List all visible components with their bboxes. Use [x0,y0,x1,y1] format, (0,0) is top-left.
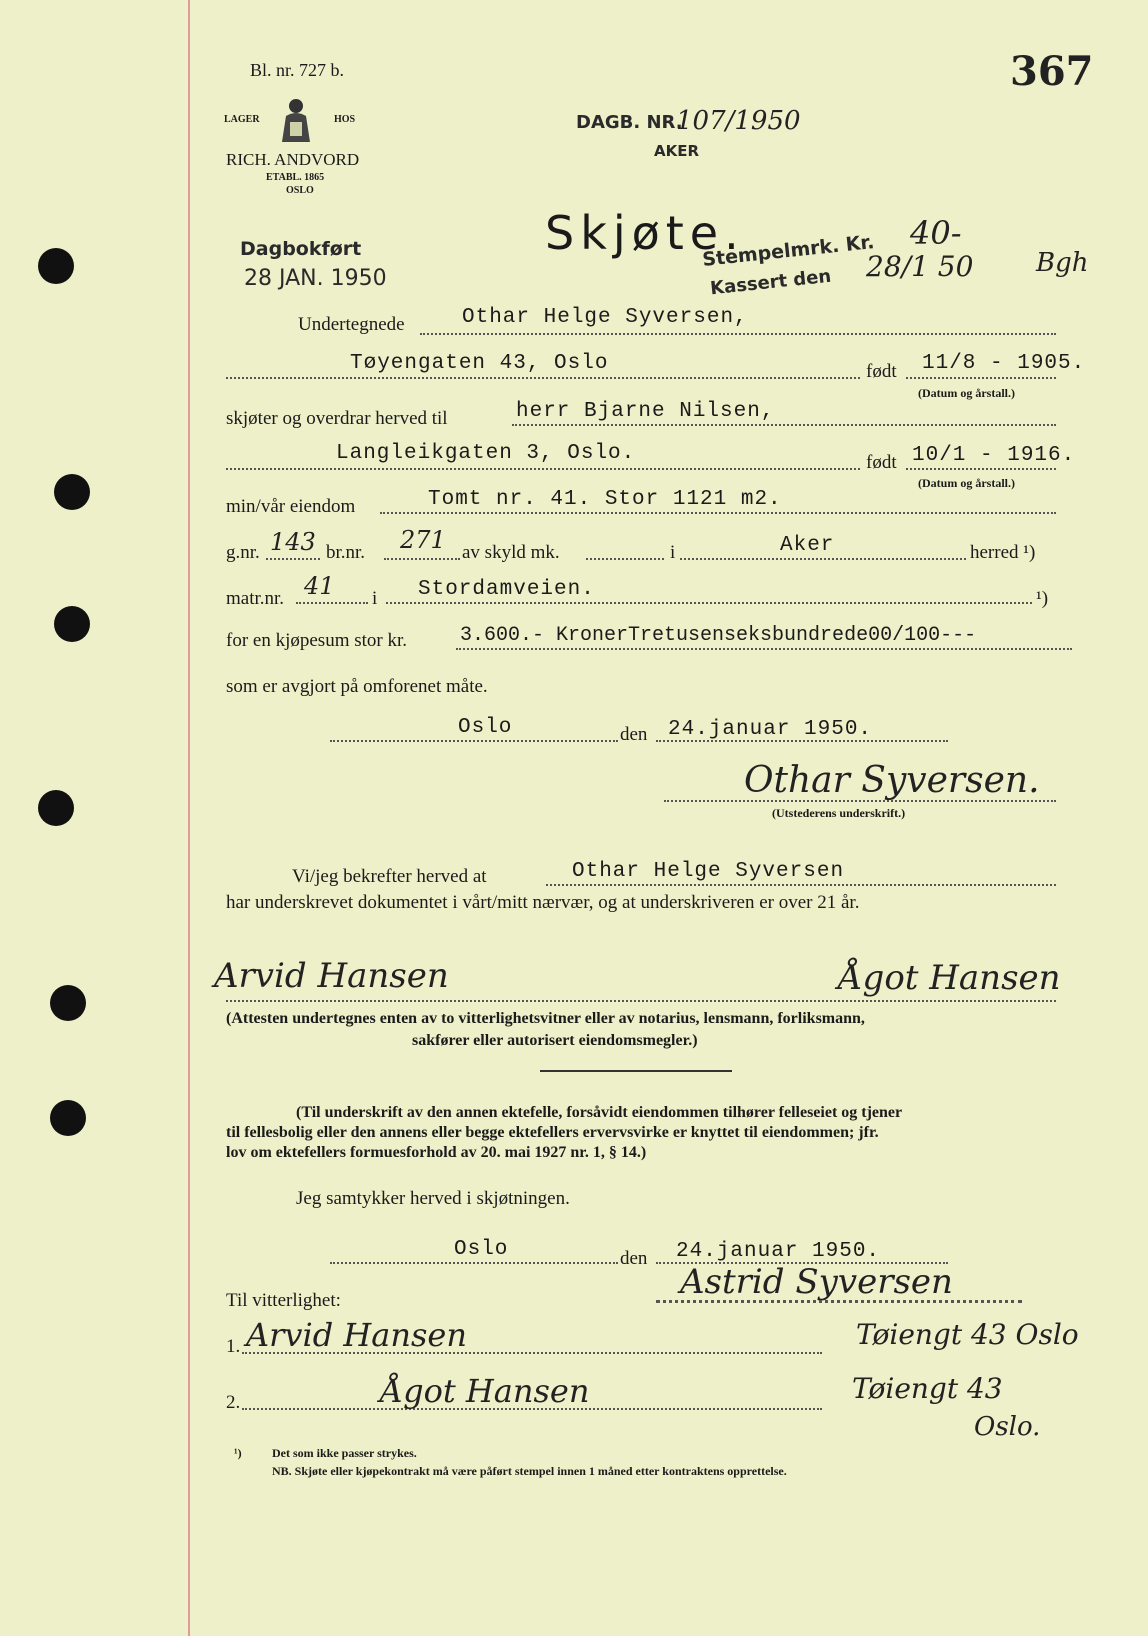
kassert-label: Kassert den [709,265,833,300]
herred-i: i [670,542,676,563]
seller-born-hint: (Datum og årstall.) [918,386,1015,400]
dotted-line [512,424,1056,426]
punch-hole [54,606,90,642]
seller-address: Tøyengaten 43, Oslo [350,352,609,375]
buyer-address: Langleikgaten 3, Oslo. [336,442,636,465]
signature-1-label: (Utstederens underskrift.) [772,806,906,820]
publisher-lager: LAGER [224,114,260,125]
punch-hole [38,248,74,284]
property-value: Tomt nr. 41. Stor 1121 m2. [428,488,782,511]
punch-hole [38,790,74,826]
dotted-line [226,468,860,470]
margin-line [188,0,190,1636]
buyer-born-label: født [866,452,897,473]
price-value: 3.600.- KronerTretusenseksbundrede00/100--- [460,624,977,647]
dotted-line [384,558,460,560]
witness-2-address: Tøiengt 43 [852,1372,1003,1405]
street-suffix: ¹) [1036,588,1049,609]
price-label: for en kjøpesum stor kr. [226,630,408,651]
den-1: den [620,724,648,745]
attest-witness-a: Arvid Hansen [214,956,449,996]
signature-1: Othar Syversen. [744,760,1040,801]
dotted-line [664,800,1056,802]
dagb-stamp-value: 107/1950 [676,106,801,136]
matr-value: 41 [304,572,335,600]
document-title: Skjøte. [545,206,745,260]
dagb-stamp-place: AKER [654,142,700,160]
dotted-line [906,377,1056,379]
seller-name: Othar Helge Syversen, [462,306,748,329]
buyer-born-hint: (Datum og årstall.) [918,476,1015,490]
punch-hole [50,1100,86,1136]
dotted-line [380,512,1056,514]
buyer-label: skjøter og overdrar herved til [226,408,448,429]
witness-2-num: 2. [226,1392,241,1413]
stempel-amount: 40- [910,214,962,252]
footnote-line-2: NB. Skjøte eller kjøpekontrakt må være påført stempel innen 1 måned etter kontraktens opprettelse. [272,1464,787,1478]
dotted-line [586,558,664,560]
dotted-line [386,602,1032,604]
footnote-line-1: Det som ikke passer strykes. [272,1446,417,1460]
buyer-name: herr Bjarne Nilsen, [516,400,775,423]
gnr-value: 143 [270,528,316,556]
dotted-line [266,558,320,560]
dotted-line [906,468,1056,470]
place-2: Oslo [454,1238,509,1261]
dagb-stamp-label: DAGB. NR. [576,112,683,133]
seller-label: Undertegnede [298,314,405,335]
witness-1-address: Tøiengt 43 Oslo [856,1318,1079,1351]
separator-rule [540,1070,732,1072]
publisher-hos: HOS [334,114,356,125]
page-number: 367 [1010,48,1094,95]
den-2: den [620,1248,648,1269]
spouse-consent: Jeg samtykker herved i skjøtningen. [296,1188,570,1209]
dotted-line [546,884,1056,886]
gnr-label: g.nr. [226,542,260,563]
date-2: 24.januar 1950. [676,1240,881,1263]
dotted-line [226,377,860,379]
herred-value: Aker [780,534,835,557]
dotted-line [680,558,966,560]
punch-hole [54,474,90,510]
property-label: min/vår eiendom [226,496,356,517]
spouse-note-2: til fellesbolig eller den annens eller begge ektefellers ervervsvirke er knyttet til eiendommen; jfr. [226,1124,879,1141]
attest-note-1: (Attesten undertegnes enten av to vitterlighetsvitner eller av notarius, lensmann, forliksmann, [226,1010,865,1027]
witness-1-num: 1. [226,1336,241,1357]
stempel-label: Stempelmrk. Kr. [701,231,876,271]
spouse-note-1: (Til underskrift av den annen ektefelle, forsåvidt eiendommen tilhører felleseiet og tjener [296,1104,903,1121]
publisher-logo-icon [276,96,316,151]
dagbokfort-label: Dagbokført [240,238,362,260]
attest-prefix: Vi/jeg bekrefter herved at [292,866,487,887]
punch-hole [50,985,86,1021]
attest-line2: har underskrevet dokumentet i vårt/mitt nærvær, og at underskriveren er over 21 år. [226,892,860,913]
dotted-line [456,648,1072,650]
herred-label: herred ¹) [970,542,1036,563]
matr-i: i [372,588,378,609]
street-value: Stordamveien. [418,578,595,601]
seller-born: 11/8 - 1905. [922,352,1086,375]
footnote-mark: ¹) [234,1446,242,1460]
publisher-etabl: ETABL. 1865 [266,172,325,183]
attest-witness-b: Ågot Hansen [838,958,1061,998]
buyer-born: 10/1 - 1916. [912,444,1076,467]
witness-2-name: Ågot Hansen [380,1372,590,1410]
signature-2: Astrid Syversen [680,1262,953,1302]
date-1: 24.januar 1950. [668,718,873,741]
seller-born-label: født [866,361,897,382]
dagbokfort-date: 28 JAN. 1950 [244,266,387,291]
attest-note-2: sakfører eller autorisert eiendomsmegler.) [412,1032,698,1049]
dotted-line [296,602,368,604]
skyld-label: av skyld mk. [462,542,560,563]
dotted-line [420,333,1056,335]
attest-name: Othar Helge Syversen [572,860,845,883]
spouse-note-3: lov om ektefellers formuesforhold av 20. mai 1927 nr. 1, § 14.) [226,1144,647,1161]
form-number: Bl. nr. 727 b. [250,60,345,80]
kassert-date: 28/1 50 [866,250,974,283]
stempel-initials: Bgh [1036,248,1089,278]
dotted-line [656,1300,1022,1303]
dotted-line [330,1262,618,1264]
brnr-label: br.nr. [326,542,366,563]
witnesses-label: Til vitterlighet: [226,1290,341,1311]
dotted-line [226,1000,1056,1002]
publisher-name: RICH. ANDVORD [226,150,360,169]
price-agreed: som er avgjort på omforenet måte. [226,676,488,697]
publisher-city: OSLO [286,185,314,196]
witness-2-city: Oslo. [974,1412,1041,1442]
place-1: Oslo [458,716,513,739]
witness-1-name: Arvid Hansen [246,1316,467,1354]
brnr-value: 271 [400,526,446,554]
matr-label: matr.nr. [226,588,285,609]
dotted-line [330,740,618,742]
